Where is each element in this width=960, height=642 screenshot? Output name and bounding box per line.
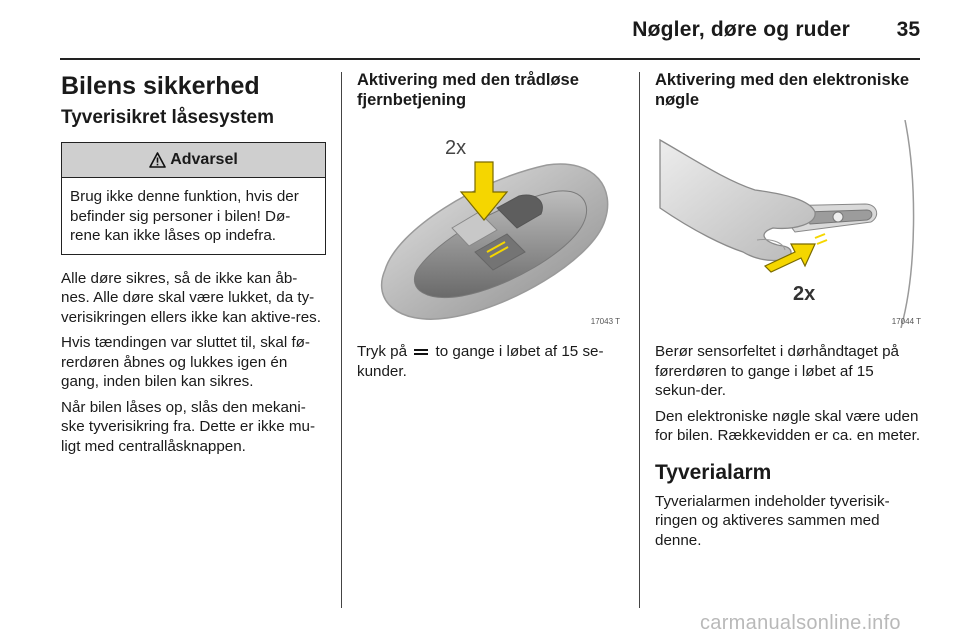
column-divider [341, 72, 342, 608]
door-handle-illustration [655, 120, 923, 328]
figure-code: 17044 T [891, 317, 921, 326]
page-number: 35 [896, 18, 920, 41]
paragraph: Hvis tændingen var sluttet til, skal fø-rerdøren åbnes og lukkes igen én gang, inden bilen kan sikres. [61, 334, 310, 390]
column-left [61, 70, 326, 462]
subsection-title: Tyverisikret låsesystem [61, 107, 275, 128]
column-middle [357, 70, 622, 387]
chapter-title: Nøgler, døre og ruder [632, 18, 850, 41]
warning-box [61, 142, 326, 255]
section-title: Tyverialarm [655, 460, 772, 484]
instruction-text-start: Tryk på [357, 343, 408, 360]
figure-label: 2x [793, 283, 816, 305]
warning-text: Brug ikke denne funktion, hvis der befinder sig personer i bilen! Dø-rene kan ikke låses op indefra. [70, 188, 299, 244]
remote-key-figure [357, 120, 622, 328]
paragraph: Den elektroniske nøgle skal være uden for bilen. Rækkevidden er ca. en meter. [655, 407, 921, 444]
column-heading: Aktivering med den trådløse fjernbetjening [357, 71, 579, 109]
figure-label: 2x [445, 137, 467, 159]
warning-triangle-icon [149, 152, 166, 168]
figure-code: 17043 T [590, 317, 620, 326]
column-divider [639, 72, 640, 608]
section-title: Bilens sikkerhed [61, 72, 260, 100]
column-right [655, 70, 923, 556]
paragraph: Når bilen låses op, slås den mekani-ske tyverisikring fra. Dette er ikke mu-ligt med centrallåsknappen. [61, 398, 316, 455]
paragraph: Alle døre sikres, så de ikke kan åb-nes. Alle døre skal være lukket, da ty-verisikringen ellers ikke kan aktive-res. [61, 269, 321, 326]
paragraph: Berør sensorfeltet i dørhåndtaget på førerdøren to gange i løbet af 15 sekun-der. [655, 343, 899, 399]
instruction-text-end: to gange i løbet af 15 se-kunder. [357, 343, 604, 380]
door-handle-figure [655, 120, 923, 328]
instruction-text [357, 342, 622, 381]
column-heading: Aktivering med den elektroniske nøgle [655, 71, 910, 109]
header-rule [60, 58, 920, 60]
warning-heading: Advarsel [170, 151, 238, 168]
warning-header [62, 143, 325, 178]
watermark: carmanualsonline.info [700, 612, 901, 634]
paragraph: Tyverialarmen indeholder tyverisik-ringen og aktiveres sammen med denne. [655, 492, 890, 549]
lock-button-icon [413, 347, 429, 357]
remote-key-illustration [357, 120, 622, 328]
